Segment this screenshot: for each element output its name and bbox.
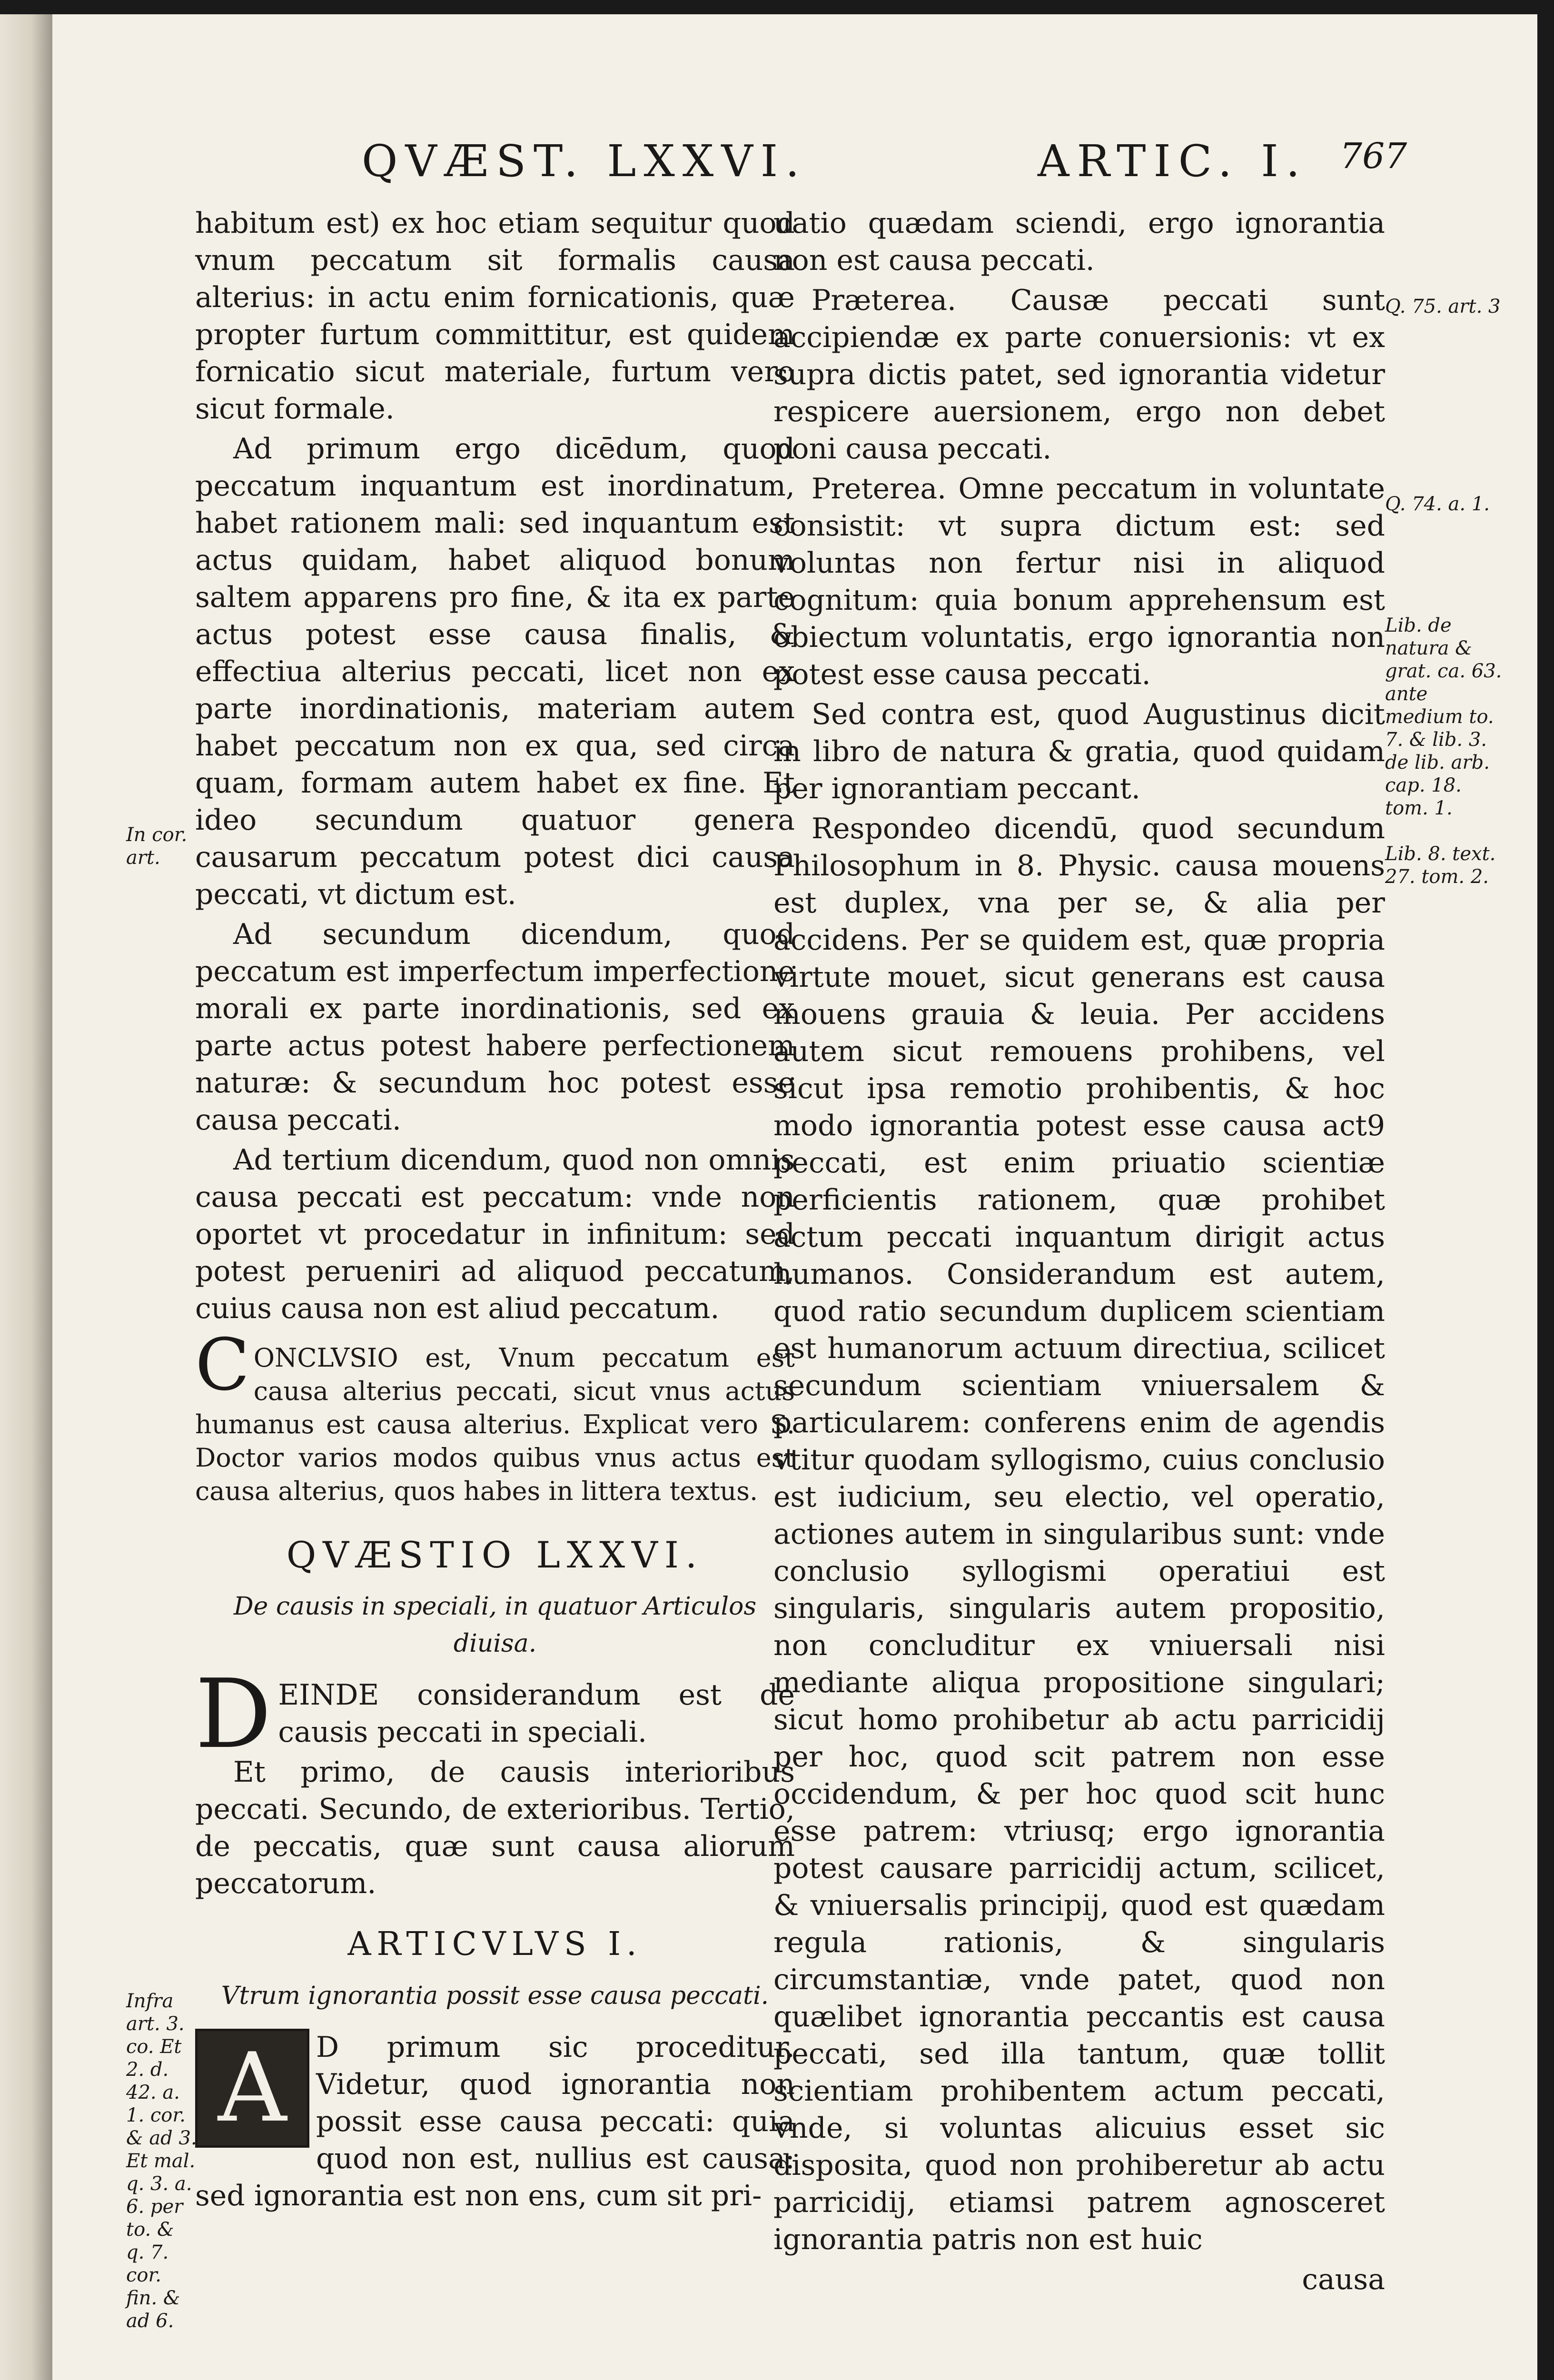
running-head-article: ARTIC. I. <box>1038 136 1307 187</box>
article-title: ARTICVLVS I. <box>347 1925 643 1963</box>
page-number: 767 <box>1340 136 1407 177</box>
paragraph: Respondeo dicendū, quod secundum Philosophum in 8. Physic. causa mouens est duplex, vna per se, & alia per accidens. Per se quidem est, quæ propria virtute mouet, sicut generans est causa mouens grauia & leuia. Per accidens autem sicut remouens prohibens, vel sicut ipsa remotio prohibentis, & hoc modo ignorantia potest esse causa act9 peccati, est enim priuatio scientiæ perficientis rationem, quæ prohibet actum peccati inquantum dirigit actus humanos. Considerandum est autem, quod ratio secundum duplicem scientiam est humanorum actuum directiua, scilicet secundum scientiam vniuersalem & particularem: conferens enim de agendis vtitur quodam syllogismo, cuius conclusio est iudicium, seu electio, vel operatio, actiones autem in singularibus sunt: vnde conclusio syllogismi operatiui est singularis, singularis autem propositio, non concluditur ex vniuersali nisi mediante aliqua propositione singulari; sicut homo prohibetur ab actu parricidij per hoc, quod scit patrem non esse occidendum, & per hoc quod scit hunc esse patrem: vtriusq; ergo ignorantia potest causare parricidij actum, scilicet, & vniuersalis principij, quod est quædam regula rationis, & singularis circumstantiæ, vnde patet, quod non quælibet ignorantia peccantis est causa peccati, sed illa tantum, quæ tollit scientiam prohibentem actum peccati, vnde, si voluntas alicuius esset sic disposita, quod non prohiberetur ab actu parricidij, etiamsi patrem agnosceret ignorantia patris non est huic <box>773 812 1385 2256</box>
question-subtitle: De causis in speciali, in quatuor Articulos diuisa. <box>233 1592 757 1658</box>
article-subtitle: Vtrum ignorantia possit esse causa peccati. <box>221 1982 769 2010</box>
conclusio-text: ONCLVSIO est, Vnum peccatum est causa alterius peccati, sicut vnus actus humanus est causa alterius. Explicat vero S. Doctor varios modos quibus vnus actus est causa alterius, quos habes in littera textus. <box>195 1343 795 1506</box>
paragraph: uatio quædam sciendi, ergo ignorantia non est causa peccati. <box>773 207 1385 277</box>
left-column <box>195 205 795 2217</box>
running-head <box>309 136 1528 188</box>
drop-cap-initial: D <box>195 1659 272 1770</box>
catchword: causa <box>1302 2263 1385 2296</box>
question-intro-text: EINDE considerandum est de causis peccati in speciali. <box>278 1678 795 1749</box>
conclusio-summary <box>195 1324 795 1508</box>
paragraph: Ad secundum dicendum, quod peccatum est imperfectum imperfectione morali ex parte inordinationis, sed ex parte actus potest habere perfectionem naturæ: & secundum hoc potest esse causa peccati. <box>195 918 795 1137</box>
paragraph: Sed contra est, quod Augustinus dicit in libro de natura & gratia, quod quidam per ignorantiam peccant. <box>773 698 1385 805</box>
question-intro <box>195 1659 795 1770</box>
running-head-question: QVÆST. LXXVI. <box>362 136 807 187</box>
article-intro-text: D primum sic proceditur. Videtur, quod ignorantia non possit esse causa peccati: quia quod non est, nullius est causa: sed ignorantia est non ens, cum sit pri- <box>195 2031 795 2212</box>
margin-note: Q. 74. a. 1. <box>1385 493 1490 515</box>
margin-note: Infra art. 3. co. Et 2. d. 42. a. 1. cor. & ad 3. Et mal. q. 3. a. 6. per to. & q. 7. cor. fin. & ad 6. <box>126 1990 197 2332</box>
paragraph: Preterea. Omne peccatum in voluntate consistit: vt supra dictum est: sed voluntas non fertur nisi in aliquod cognitum: quia bonum apprehensum est obiectum voluntatis, ergo ignorantia non potest esse causa peccati. <box>773 472 1385 691</box>
book-page <box>52 14 1537 2380</box>
margin-note: Q. 75. art. 3 <box>1385 296 1501 317</box>
paragraph: habitum est) ex hoc etiam sequitur quod vnum peccatum sit formalis causa alterius: in actu enim fornicationis, quæ propter furtum committitur, est quidem fornicatio sicut materiale, furtum vero sicut formale. <box>195 207 795 426</box>
margin-note: In cor. art. <box>126 824 188 869</box>
margin-note: Lib. de natura & grat. ca. 63. ante medium to. 7. & lib. 3. de lib. arb. cap. 18. tom. 1. <box>1385 615 1502 819</box>
book-binding-edge <box>0 14 52 2380</box>
paragraph: Ad primum ergo dicēdum, quod peccatum inquantum est inordinatum, habet rationem mali: sed inquantum est actus quidam, habet aliquod bonum saltem apparens pro fine, & ita ex parte actus potest esse causa finalis, & effectiua alterius peccati, licet non ex parte inordinationis, materiam autem habet peccatum non ex qua, sed circa quam, formam autem habet ex fine. Et ideo secundum quatuor genera causarum peccatum potest dici causa peccati, vt dictum est. <box>195 432 795 911</box>
question-intro-continuation: Et primo, de causis interioribus peccati. Secundo, de exterioribus. Tertio, de peccatis, quæ sunt causa aliorum peccatorum. <box>195 1755 795 1900</box>
paragraph: Ad tertium dicendum, quod non omnis causa peccati est peccatum: vnde non oportet vt procedatur in infinitum: sed potest perueniri ad aliquod peccatum, cuius causa non est aliud peccatum. <box>195 1143 795 1325</box>
conclusio-initial: C <box>195 1324 250 1407</box>
question-title: QVÆSTIO LXXVI. <box>286 1534 704 1576</box>
ornamental-initial: A <box>195 2029 309 2148</box>
article-intro <box>195 2029 795 2214</box>
margin-note: Lib. 8. text. 27. tom. 2. <box>1385 843 1496 888</box>
right-column <box>773 205 1385 2301</box>
paragraph: Præterea. Causæ peccati sunt accipiendæ ex parte conuersionis: vt ex supra dictis patet, sed ignorantia videtur respicere auersionem, ergo non debet poni causa peccati. <box>773 284 1385 466</box>
